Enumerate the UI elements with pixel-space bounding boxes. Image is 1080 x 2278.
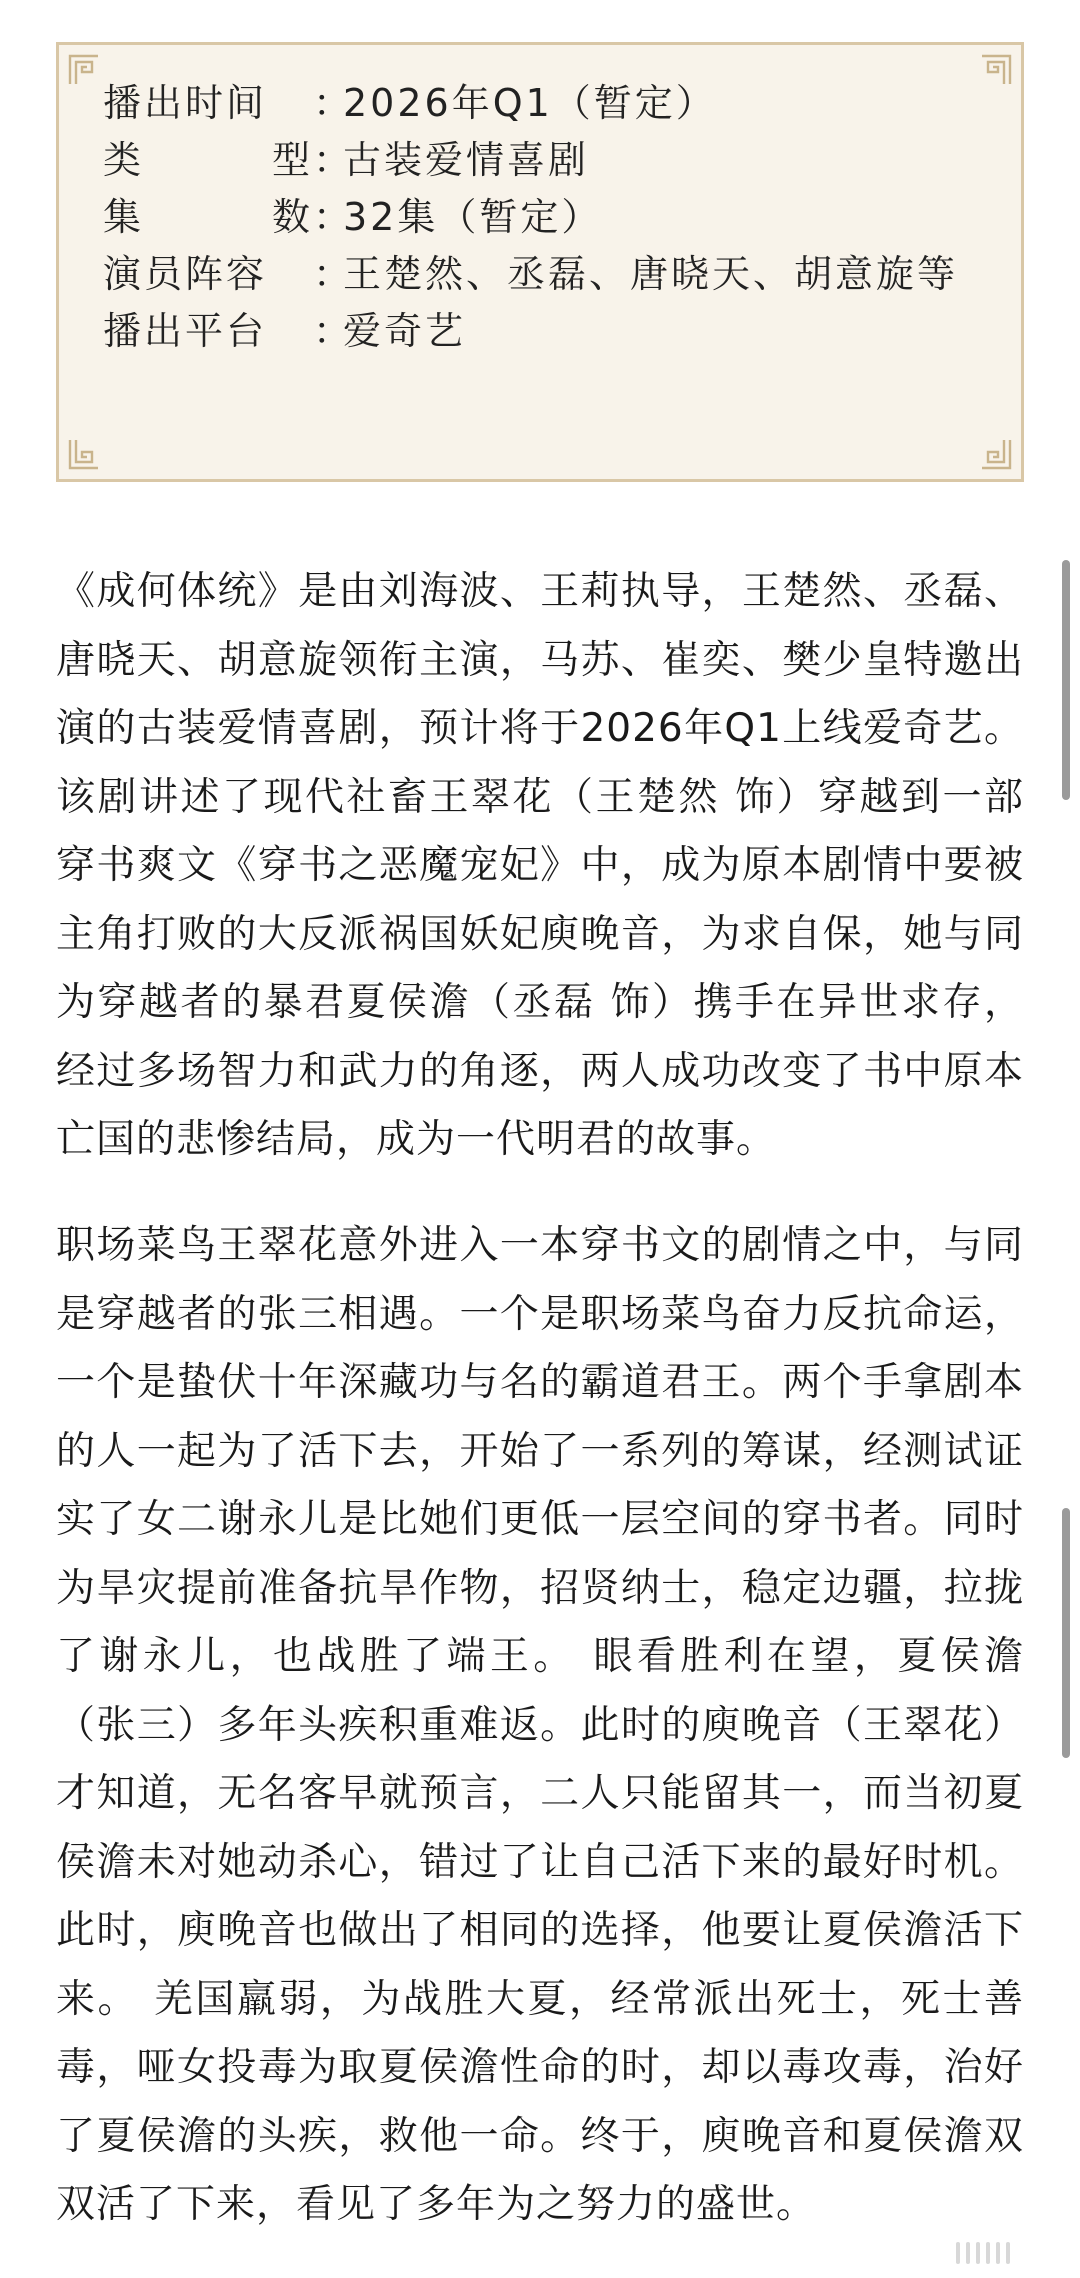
info-row-platform	[103, 303, 983, 360]
fret-corner-ornament-icon	[979, 53, 1013, 87]
scrollbar-thumb[interactable]	[1062, 560, 1070, 800]
info-label: 播出平台	[103, 309, 268, 353]
article-paragraph-synopsis: 《成何体统》是由刘海波、王莉执导，王楚然、丞磊、唐晓天、胡意旋领衔主演，马苏、崔奕、樊少皇特邀出演的古装爱情喜剧，预计将于2026年Q1上线爱奇艺。该剧讲述了现代社畜王翠花（王楚然 饰）穿越到一部穿书爽文《穿书之恶魔宠妃》中，成为原本剧情中要被主角打败的大反派祸国妖妃庾晚音，为求自保，她与同为穿越者的暴君夏侯澹（丞磊 饰）携手在异世求存，经过多场智力和武力的角逐，两人成功改变了书中原本亡国的悲惨结局，成为一代明君的故事。	[56, 569, 1024, 1162]
info-colon: ：	[313, 81, 355, 125]
info-label: 播出时间	[103, 81, 268, 125]
info-label: 集数	[103, 195, 313, 239]
info-value: 爱奇艺	[343, 309, 467, 353]
info-label: 类型	[103, 138, 313, 182]
info-value: 32集（暂定）	[343, 195, 603, 239]
info-colon: ：	[313, 195, 355, 239]
info-row-air-date	[103, 75, 983, 132]
fret-corner-ornament-icon	[67, 437, 101, 471]
info-label: 演员阵容	[103, 252, 268, 296]
fret-corner-ornament-icon	[979, 437, 1013, 471]
fret-corner-ornament-icon	[67, 53, 101, 87]
info-colon: ：	[313, 252, 355, 296]
drama-info-card	[56, 42, 1024, 482]
info-colon: ：	[313, 309, 355, 353]
info-row-cast	[103, 246, 983, 303]
info-value: 王楚然、丞磊、唐晓天、胡意旋等	[343, 252, 959, 296]
article-paragraph-plot: 职场菜鸟王翠花意外进入一本穿书文的剧情之中，与同是穿越者的张三相遇。一个是职场菜鸟奋力反抗命运，一个是蛰伏十年深藏功与名的霸道君王。两个手拿剧本的人一起为了活下去，开始了一系列的筹谋，经测试证实了女二谢永儿是比她们更低一层空间的穿书者。同时为旱灾提前准备抗旱作物，招贤纳士，稳定边疆，拉拢了谢永儿，也战胜了端王。 眼看胜利在望，夏侯澹（张三）多年头疾积重难返。此时的庾晚音（王翠花）才知道，无名客早就预言，二人只能留其一，而当初夏侯澹未对她动杀心，错过了让自己活下来的最好时机。此时，庾晚音也做出了相同的选择，他要让夏侯澹活下来。 羌国羸弱，为战胜大夏，经常派出死士，死士善毒，哑女投毒为取夏侯澹性命的时，却以毒攻毒，治好了夏侯澹的头疾，救他一命。终于，庾晚音和夏侯澹双双活了下来，看见了多年为之努力的盛世。	[56, 1223, 1024, 2227]
info-value: 2026年Q1（暂定）	[343, 81, 717, 125]
info-rows	[103, 75, 983, 360]
watermark-logo-icon	[956, 2242, 1010, 2264]
info-value: 古装爱情喜剧	[343, 138, 590, 182]
info-colon: ：	[313, 138, 355, 182]
info-row-episodes	[103, 189, 983, 246]
info-row-genre	[103, 132, 983, 189]
scrollbar-thumb[interactable]	[1062, 1508, 1070, 1758]
